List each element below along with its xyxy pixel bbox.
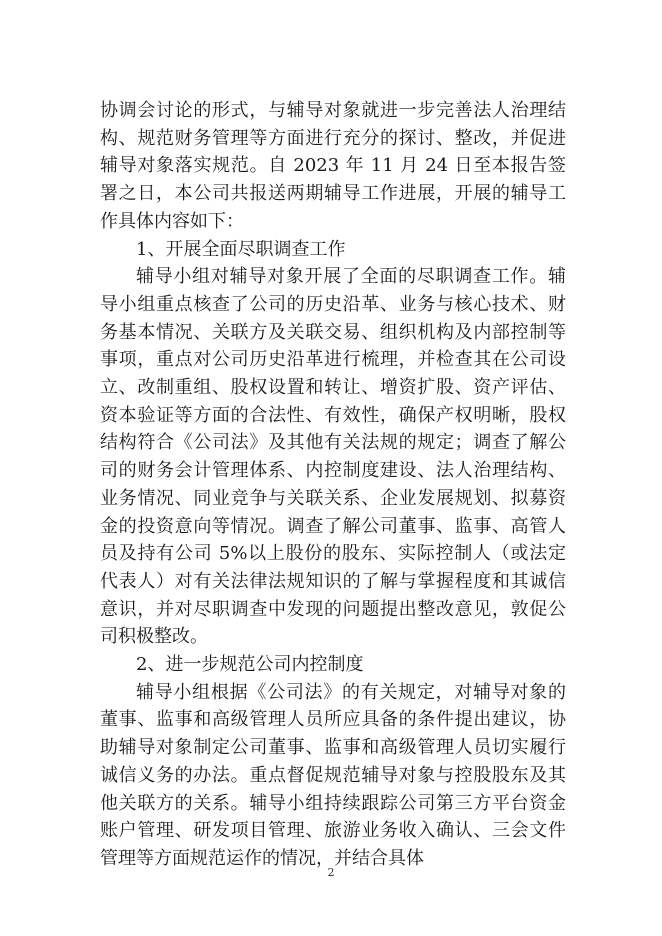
section-1-paragraph: 辅导小组对辅导对象开展了全面的尽职调查工作。辅导小组重点核查了公司的历史沿革、业务与核心技术、财务基本情况、关联方及关联交易、组织机构及内部控制等事项，重点对公司历史沿革进行梳理，并检查其在公司设立、改制重组、股权设置和转让、增资扩股、资产评估、资本验证等方面的合法性、有效性，确保产权明晰，股权结构符合《公司法》及其他有关法规的规定；调查了解公司的财务会计管理体系、内控制度建设、法人治理结构、业务情况、同业竞争与关联关系、企业发展规划、拟募资金的投资意向等情况。调查了解公司董事、监事、高管人员及持有公司 5%以上股份的股东、实际控制人（或法定代表人）对有关法律法规知识的了解与掌握程度和其诚信意识，并对尽职调查中发现的问题提出整改意见，敦促公司积极整改。 bbox=[100, 266, 566, 648]
section-1-heading: 1、开展全面尽职调查工作 bbox=[136, 238, 346, 260]
section-2-paragraph: 辅导小组根据《公司法》的有关规定，对辅导对象的董事、监事和高级管理人员所应具备的条件提出建议，协助辅导对象制定公司董事、监事和高级管理人员切实履行诚信义务的办法。重点督促规范辅导对象与控股股东及其他关联方的关系。辅导小组持续跟踪公司第三方平台资金账户管理、研发项目管理、旅游业务收入确认、三会文件管理等方面规范运作的情况，并结合具体 bbox=[100, 681, 566, 869]
page-number: 2 bbox=[327, 866, 335, 879]
document-body bbox=[100, 97, 566, 873]
section-2-heading: 2、进一步规范公司内控制度 bbox=[136, 654, 364, 676]
intro-continuation-paragraph: 协调会讨论的形式，与辅导对象就进一步完善法人治理结构、规范财务管理等方面进行充分的探讨、整改，并促进辅导对象落实规范。自 2023 年 11 月 24 日至本报告签署之日，本公司共报送两期辅导工作进展，开展的辅导工作具体内容如下： bbox=[100, 100, 566, 232]
